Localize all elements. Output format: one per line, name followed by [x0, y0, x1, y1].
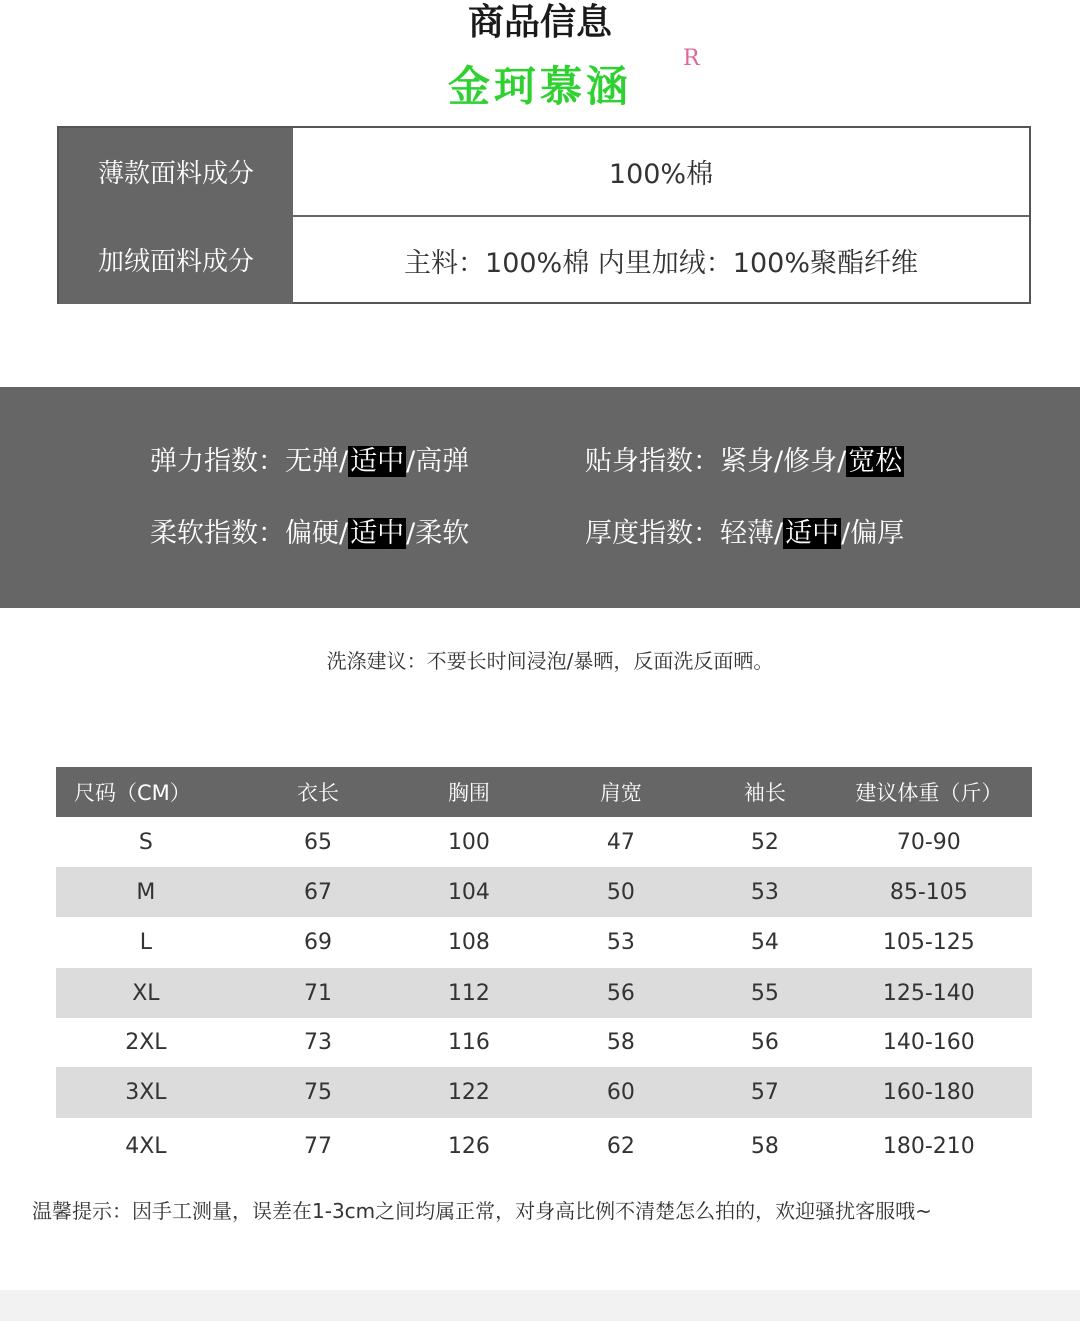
size-cell: 75 [236, 1067, 400, 1118]
selected-option: 宽松 [848, 446, 903, 477]
size-cell: 180-210 [826, 1118, 1032, 1174]
index-option: 高弹 [415, 446, 470, 477]
size-cell: 112 [400, 968, 538, 1018]
index-option: 无弹 [285, 446, 339, 477]
size-chart-body [56, 817, 1032, 1174]
option-separator: / [841, 518, 851, 549]
size-cell: 50 [538, 867, 704, 917]
size-cell: M [56, 867, 236, 917]
index-option: 紧身 [720, 446, 774, 477]
size-row [56, 917, 1032, 968]
size-cell: 160-180 [826, 1067, 1032, 1118]
size-cell: XL [56, 968, 236, 1018]
size-cell: 47 [538, 817, 704, 867]
size-cell: 77 [236, 1118, 400, 1174]
index-label: 弹力指数： [150, 446, 285, 477]
fabric-row-thin [59, 128, 1029, 215]
option-separator: / [774, 518, 784, 549]
size-chart-header [56, 767, 1032, 817]
size-row [56, 1067, 1032, 1118]
size-cell: 58 [704, 1118, 826, 1174]
measurement-tip: 温馨提示：因手工测量，误差在1-3cm之间均属正常，对身高比例不清楚怎么拍的，欢迎骚扰客服哦~ [32, 1199, 932, 1223]
size-row [56, 817, 1032, 867]
column-header: 袖长 [704, 767, 826, 817]
size-cell: 53 [704, 867, 826, 917]
size-cell: 55 [704, 968, 826, 1018]
brand-logo: 金珂慕涵 [447, 62, 632, 111]
index-option: 柔软 [415, 518, 470, 549]
column-header: 尺码（CM） [56, 767, 236, 817]
size-cell: 67 [236, 867, 400, 917]
size-row [56, 1018, 1032, 1067]
size-cell: 54 [704, 917, 826, 968]
size-cell: 52 [704, 817, 826, 867]
size-cell: 122 [400, 1067, 538, 1118]
size-cell: 3XL [56, 1067, 236, 1118]
size-cell: 85-105 [826, 867, 1032, 917]
wash-advice: 洗涤建议：不要长时间浸泡/暴晒，反面洗反面晒。 [326, 649, 774, 673]
size-cell: 4XL [56, 1118, 236, 1174]
registered-mark: R [683, 46, 700, 71]
size-cell: 56 [704, 1018, 826, 1067]
size-cell: 70-90 [826, 817, 1032, 867]
size-cell: 60 [538, 1067, 704, 1118]
index-option: 修身 [783, 446, 838, 477]
size-cell: 58 [538, 1018, 704, 1067]
column-header: 胸围 [400, 767, 538, 817]
size-cell: 140-160 [826, 1018, 1032, 1067]
column-header: 衣长 [236, 767, 400, 817]
selected-option: 适中 [785, 518, 840, 549]
index-option: 轻薄 [720, 518, 774, 549]
size-cell: 69 [236, 917, 400, 968]
size-cell: 57 [704, 1067, 826, 1118]
index-option: 偏硬 [285, 518, 339, 549]
option-separator: / [837, 446, 847, 477]
fabric-composition-table [57, 126, 1031, 304]
size-cell: S [56, 817, 236, 867]
fabric-row-fleece [59, 215, 1029, 304]
size-cell: 62 [538, 1118, 704, 1174]
size-cell: 100 [400, 817, 538, 867]
size-cell: 71 [236, 968, 400, 1018]
size-cell: 65 [236, 817, 400, 867]
size-cell: 53 [538, 917, 704, 968]
size-cell: 108 [400, 917, 538, 968]
size-cell: 116 [400, 1018, 538, 1067]
thickness-index [585, 514, 904, 554]
size-row [56, 867, 1032, 917]
size-cell: 56 [538, 968, 704, 1018]
option-separator: / [406, 446, 416, 477]
size-row [56, 968, 1032, 1018]
fabric-label: 薄款面料成分 [59, 128, 293, 215]
size-cell: 2XL [56, 1018, 236, 1067]
index-label: 贴身指数： [585, 446, 720, 477]
size-cell: 105-125 [826, 917, 1032, 968]
fabric-value: 主料：100%棉 内里加绒：100%聚酯纤维 [404, 248, 918, 279]
index-option: 偏厚 [850, 518, 905, 549]
option-separator: / [774, 446, 784, 477]
size-cell: 125-140 [826, 968, 1032, 1018]
option-separator: / [339, 518, 349, 549]
column-header: 肩宽 [538, 767, 704, 817]
bottom-strip [0, 1290, 1080, 1321]
index-label: 厚度指数： [585, 518, 720, 549]
softness-index [150, 514, 469, 554]
fit-index [585, 442, 904, 482]
size-row [56, 1118, 1032, 1174]
indices-band [0, 387, 1080, 608]
size-cell: L [56, 917, 236, 968]
fabric-value: 100%棉 [608, 159, 714, 190]
index-label: 柔软指数： [150, 518, 285, 549]
option-separator: / [406, 518, 416, 549]
fabric-label: 加绒面料成分 [59, 215, 293, 304]
elasticity-index [150, 442, 469, 482]
size-cell: 73 [236, 1018, 400, 1067]
size-chart-table [56, 767, 1032, 1174]
selected-option: 适中 [350, 518, 405, 549]
selected-option: 适中 [350, 446, 405, 477]
column-header: 建议体重（斤） [826, 767, 1032, 817]
option-separator: / [339, 446, 349, 477]
size-cell: 104 [400, 867, 538, 917]
page-title: 商品信息 [467, 2, 612, 43]
size-cell: 126 [400, 1118, 538, 1174]
